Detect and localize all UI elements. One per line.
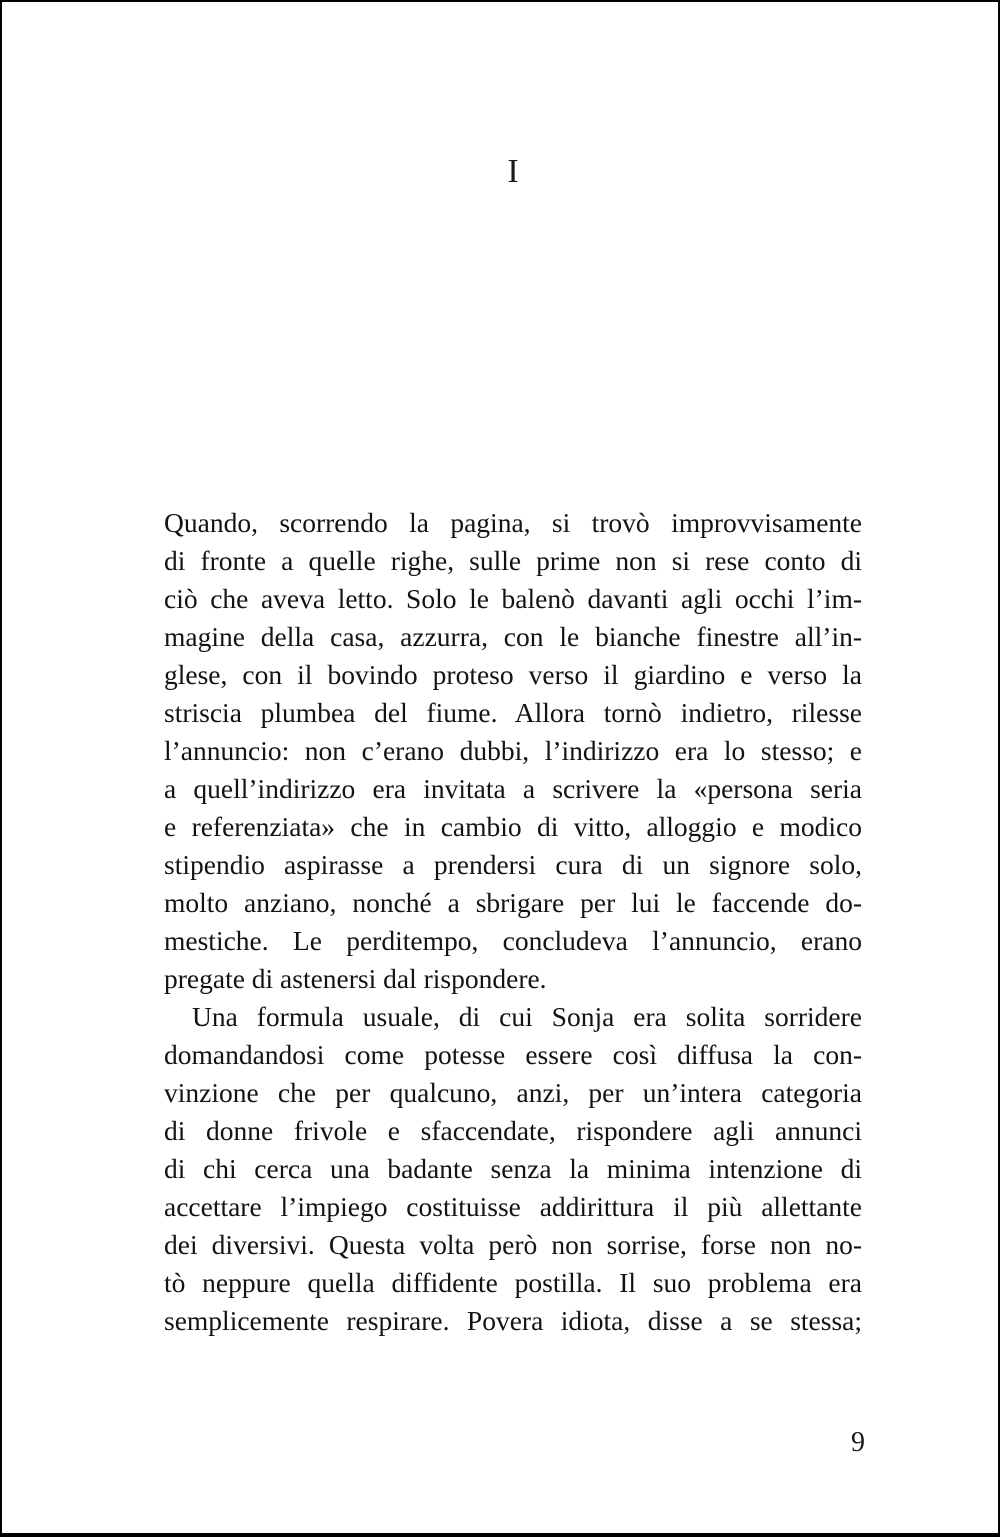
text-line: Quando, scorrendo la pagina, si trovò improvvisamente [164, 507, 862, 538]
text-line: stipendio aspirasse a prendersi cura di un signore solo, [164, 849, 862, 880]
text-line: dei diversivi. Questa volta però non sorrise, forse non no- [164, 1229, 862, 1260]
text-line: l’annuncio: non c’erano dubbi, l’indirizzo era lo stesso; e [164, 735, 862, 766]
text-line-paragraph-end: pregate di astenersi dal rispondere. [164, 963, 547, 994]
body-text [164, 504, 862, 1340]
text-line: di donne frivole e sfaccendate, rispondere agli annunci [164, 1115, 862, 1146]
text-line: semplicemente respirare. Povera idiota, disse a se stessa; [164, 1305, 862, 1336]
page-number: 9 [851, 1427, 865, 1458]
text-line: tò neppure quella diffidente postilla. Il suo problema era [164, 1267, 862, 1298]
text-line: e referenziata» che in cambio di vitto, alloggio e modico [164, 811, 862, 842]
text-line: vinzione che per qualcuno, anzi, per un’intera categoria [164, 1077, 862, 1108]
text-line: di fronte a quelle righe, sulle prime non si rese conto di [164, 545, 862, 576]
text-line: mestiche. Le perditempo, concludeva l’annuncio, erano [164, 925, 862, 956]
text-line: glese, con il bovindo proteso verso il giardino e verso la [164, 659, 862, 690]
text-line: ciò che aveva letto. Solo le balenò davanti agli occhi l’im- [164, 583, 862, 614]
text-line: di chi cerca una badante senza la minima intenzione di [164, 1153, 862, 1184]
text-line: striscia plumbea del fiume. Allora tornò indietro, rilesse [164, 697, 862, 728]
text-line: accettare l’impiego costituisse addirittura il più allettante [164, 1191, 862, 1222]
text-line: a quell’indirizzo era invitata a scrivere la «persona seria [164, 773, 862, 804]
text-line: magine della casa, azzurra, con le bianche finestre all’in- [164, 621, 862, 652]
chapter-numeral: I [507, 153, 519, 190]
text-line-paragraph-start: Una formula usuale, di cui Sonja era solita sorridere [192, 1001, 862, 1032]
text-line: domandandosi come potesse essere così diffusa la con- [164, 1039, 862, 1070]
text-line: molto anziano, nonché a sbrigare per lui le faccende do- [164, 887, 862, 918]
